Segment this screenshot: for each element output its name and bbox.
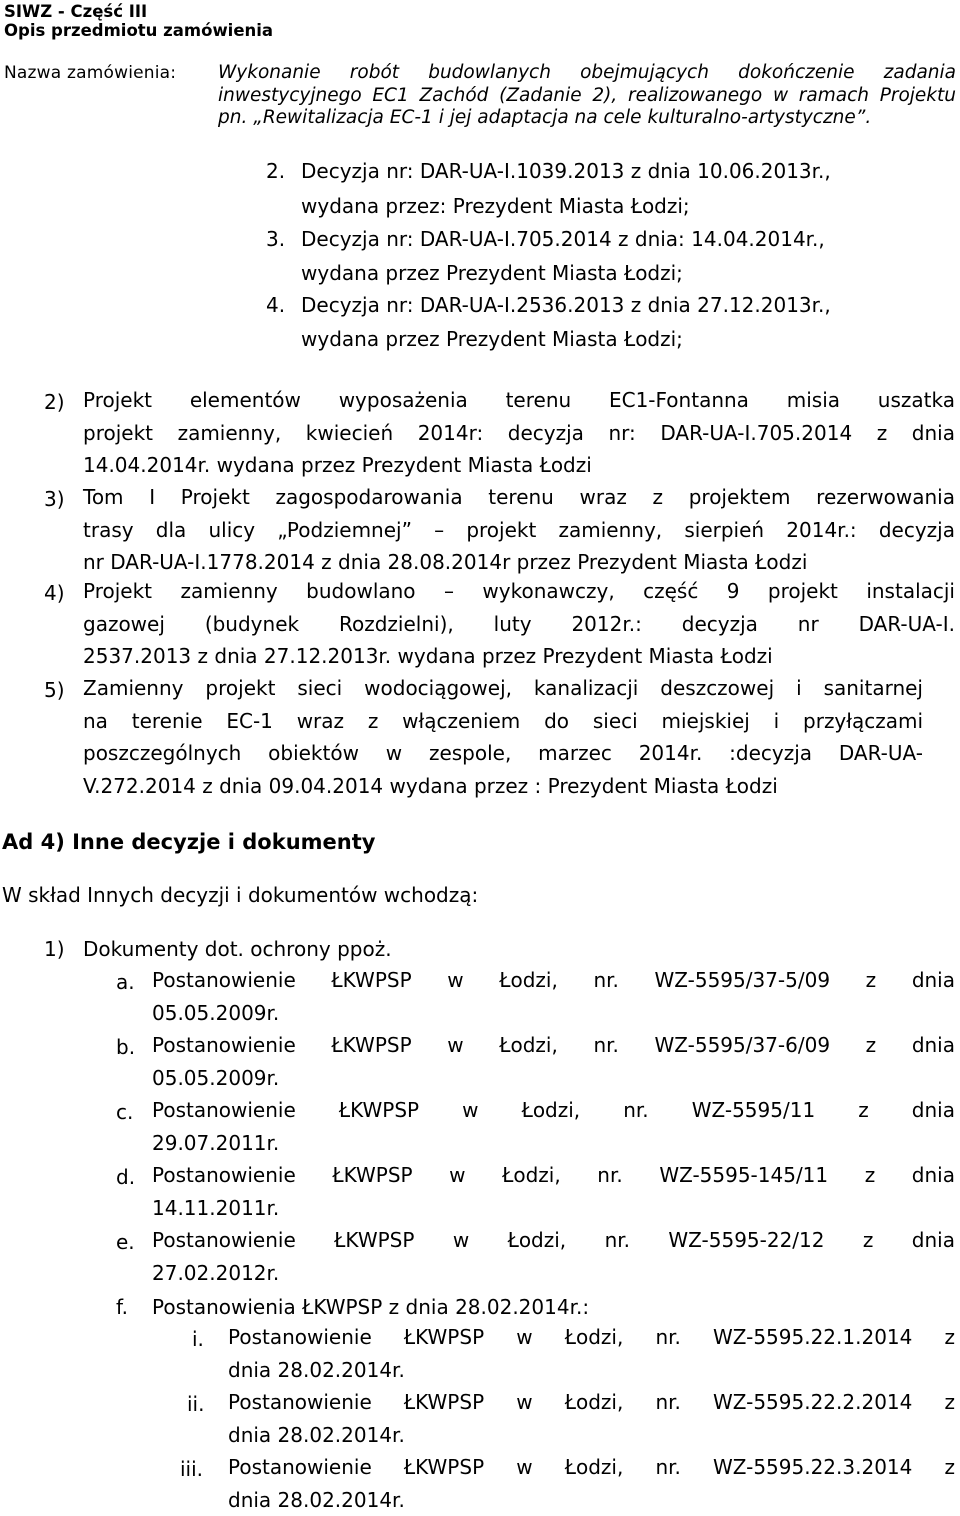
document-item [152, 1159, 955, 1224]
document-line: Postanowienie ŁKWPSP w Łodzi, nr. WZ-5595-145/11 z dnia [152, 1159, 955, 1192]
project-number: 4) [44, 581, 65, 605]
decision-number: 4. [266, 293, 285, 317]
order-name-line: pn. „Rewitalizacja EC-1 i jej adaptacja na cele kulturalno-artystyczne”. [218, 107, 956, 130]
decision-text: Decyzja nr: DAR-UA-I.705.2014 z dnia: 14.04.2014r., [301, 227, 825, 251]
document-letter: c. [116, 1100, 133, 1124]
section-intro: W skład Innych decyzji i dokumentów wchodzą: [2, 882, 478, 908]
project-line: projekt zamienny, kwiecień 2014r: decyzja nr: DAR-UA-I.705.2014 z dnia [83, 417, 955, 450]
decision-text: Decyzja nr: DAR-UA-I.1039.2013 z dnia 10.06.2013r., [301, 159, 831, 183]
decision-text: Decyzja nr: DAR-UA-I.2536.2013 z dnia 27.12.2013r., [301, 293, 831, 317]
subitem-line: dnia 28.02.2014r. [228, 1354, 955, 1387]
document-line: Postanowienie ŁKWPSP w Łodzi, nr. WZ-5595/37-6/09 z dnia [152, 1029, 955, 1062]
project-line: na terenie EC-1 wraz z włączeniem do sieci miejskiej i przyłączami [83, 705, 923, 738]
project-line: V.272.2014 z dnia 09.04.2014 wydana przez : Prezydent Miasta Łodzi [83, 770, 923, 803]
subitem-roman: ii. [187, 1392, 204, 1416]
project-item [83, 575, 955, 673]
project-line: poszczególnych obiektów w zespole, marzec 2014r. :decyzja DAR-UA- [83, 737, 923, 770]
document-item-f-text: Postanowienia ŁKWPSP z dnia 28.02.2014r.: [152, 1295, 589, 1319]
project-line: 2537.2013 z dnia 27.12.2013r. wydana przez Prezydent Miasta Łodzi [83, 640, 955, 673]
document-line: 05.05.2009r. [152, 1062, 955, 1095]
document-subitem [228, 1386, 955, 1451]
project-number: 2) [44, 390, 65, 414]
project-line: Projekt zamienny budowlano – wykonawczy, część 9 projekt instalacji [83, 575, 955, 608]
project-line: Tom I Projekt zagospodarowania terenu wraz z projektem rezerwowania [83, 481, 955, 514]
document-line: 14.11.2011r. [152, 1192, 955, 1225]
project-line: 14.04.2014r. wydana przez Prezydent Miasta Łodzi [83, 449, 955, 482]
document-line: 27.02.2012r. [152, 1257, 955, 1290]
document-line: 05.05.2009r. [152, 997, 955, 1030]
document-header-title: SIWZ - Część III [4, 2, 147, 22]
project-line: gazowej (budynek Rozdzielni), luty 2012r.: decyzja nr DAR-UA-I. [83, 608, 955, 641]
project-number: 5) [44, 678, 65, 702]
project-number: 3) [44, 487, 65, 511]
subitem-line: Postanowienie ŁKWPSP w Łodzi, nr. WZ-5595.22.2.2014 z [228, 1386, 955, 1419]
decision-number: 3. [266, 227, 285, 251]
document-line: Postanowienie ŁKWPSP w Łodzi, nr. WZ-5595/37-5/09 z dnia [152, 964, 955, 997]
project-item [83, 672, 923, 802]
document-item [152, 1094, 955, 1159]
project-line: Projekt elementów wyposażenia terenu EC1-Fontanna misia uszatka [83, 384, 955, 417]
project-item [83, 384, 955, 482]
subitem-line: Postanowienie ŁKWPSP w Łodzi, nr. WZ-5595.22.1.2014 z [228, 1321, 955, 1354]
document-line: Postanowienie ŁKWPSP w Łodzi, nr. WZ-5595/11 z dnia [152, 1094, 955, 1127]
document-letter: b. [116, 1035, 135, 1059]
order-name-label: Nazwa zamówienia: [4, 62, 176, 84]
subitem-roman: i. [192, 1327, 204, 1351]
subitem-roman: iii. [180, 1457, 203, 1481]
document-line: 29.07.2011r. [152, 1127, 955, 1160]
documents-number: 1) [44, 937, 65, 961]
decision-issuer: wydana przez Prezydent Miasta Łodzi; [301, 261, 683, 285]
subitem-line: dnia 28.02.2014r. [228, 1484, 955, 1516]
document-item [152, 964, 955, 1029]
project-line: nr DAR-UA-I.1778.2014 z dnia 28.08.2014r przez Prezydent Miasta Łodzi [83, 546, 955, 579]
document-letter: d. [116, 1165, 135, 1189]
document-header-subtitle: Opis przedmiotu zamówienia [4, 21, 273, 41]
document-item [152, 1029, 955, 1094]
subitem-line: dnia 28.02.2014r. [228, 1419, 955, 1452]
order-name-text [218, 62, 956, 130]
project-line: trasy dla ulicy „Podziemnej” – projekt zamienny, sierpień 2014r.: decyzja [83, 514, 955, 547]
document-item [152, 1224, 955, 1289]
decision-issuer: wydana przez: Prezydent Miasta Łodzi; [301, 194, 690, 218]
document-letter: f. [116, 1295, 128, 1319]
document-line: Postanowienie ŁKWPSP w Łodzi, nr. WZ-5595-22/12 z dnia [152, 1224, 955, 1257]
project-line: Zamienny projekt sieci wodociągowej, kanalizacji deszczowej i sanitarnej [83, 672, 923, 705]
documents-title: Dokumenty dot. ochrony ppoż. [83, 937, 392, 961]
decision-issuer: wydana przez Prezydent Miasta Łodzi; [301, 327, 683, 351]
document-letter: e. [116, 1230, 135, 1254]
document-letter: a. [116, 970, 135, 994]
document-subitem [228, 1321, 955, 1386]
subitem-line: Postanowienie ŁKWPSP w Łodzi, nr. WZ-5595.22.3.2014 z [228, 1451, 955, 1484]
project-item [83, 481, 955, 579]
order-name-line: Wykonanie robót budowlanych obejmujących dokończenie zadania [218, 62, 956, 85]
document-subitem [228, 1451, 955, 1516]
section-title: Ad 4) Inne decyzje i dokumenty [2, 829, 375, 855]
decision-number: 2. [266, 159, 285, 183]
order-name-line: inwestycyjnego EC1 Zachód (Zadanie 2), realizowanego w ramach Projektu [218, 85, 956, 108]
